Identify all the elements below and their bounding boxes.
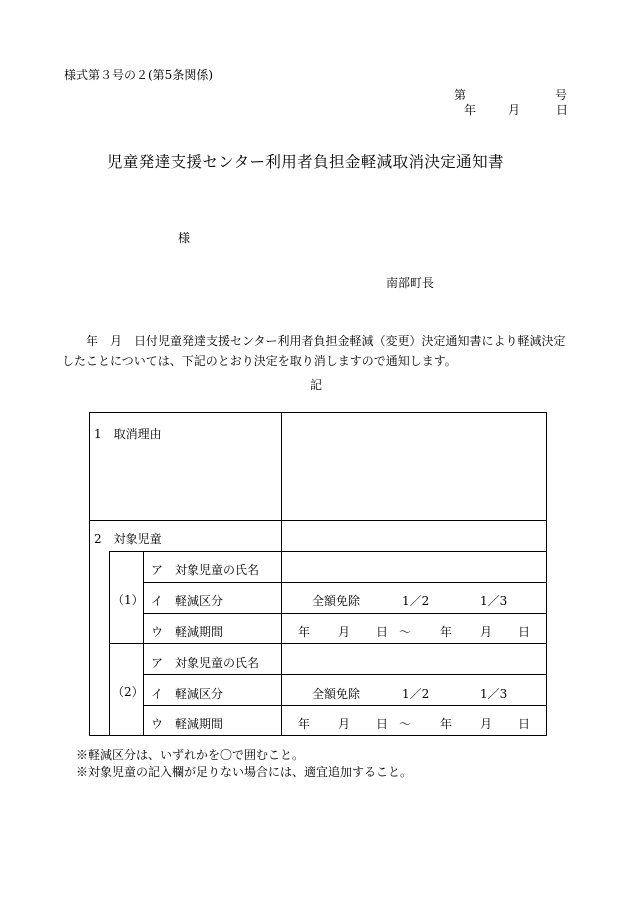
period-end-year: 年 bbox=[440, 625, 453, 639]
table-border-right bbox=[546, 412, 547, 736]
body-paragraph bbox=[62, 331, 572, 371]
reduction-category-label: イ 軽減区分 bbox=[151, 594, 224, 608]
table-rule bbox=[109, 551, 110, 736]
table-border-bottom bbox=[89, 735, 546, 736]
child-index: （1） bbox=[112, 593, 144, 607]
table-border-left bbox=[89, 412, 90, 736]
table-rule bbox=[143, 674, 546, 675]
option-half[interactable]: 1／2 bbox=[402, 687, 430, 701]
reduction-period-label: ウ 軽減期間 bbox=[151, 717, 224, 731]
date-year: 年 bbox=[464, 103, 477, 117]
target-child-label: 2 対象児童 bbox=[94, 532, 162, 546]
period-start-month: 月 bbox=[338, 717, 351, 731]
document-title: 児童発達支援センター利用者負担金軽減取消決定通知書 bbox=[107, 153, 504, 171]
period-start-day: 日 bbox=[376, 717, 389, 731]
reduction-category-label: イ 軽減区分 bbox=[151, 687, 224, 701]
child-name-label: ア 対象児童の氏名 bbox=[151, 563, 260, 577]
table-rule bbox=[143, 613, 546, 614]
note-add-rows: ※対象児童の記入欄が足りない場合には、適宜追加すること。 bbox=[76, 765, 413, 779]
date-month: 月 bbox=[508, 103, 521, 117]
child-name-field[interactable] bbox=[282, 552, 546, 582]
target-child-field[interactable] bbox=[282, 521, 546, 551]
child-index: （2） bbox=[112, 685, 144, 699]
reduction-period-label: ウ 軽減期間 bbox=[151, 625, 224, 639]
child-name-field[interactable] bbox=[282, 644, 546, 674]
cancellation-reason-field[interactable] bbox=[282, 413, 546, 520]
issuer-name: 南部町長 bbox=[386, 276, 435, 290]
period-start-year: 年 bbox=[298, 625, 311, 639]
period-start-year: 年 bbox=[298, 717, 311, 731]
option-full-exemption[interactable]: 全額免除 bbox=[312, 687, 361, 701]
number-suffix: 号 bbox=[555, 88, 568, 102]
child-name-label: ア 対象児童の氏名 bbox=[151, 656, 260, 670]
body-month: 月 bbox=[110, 334, 123, 348]
period-tilde: ～ bbox=[399, 625, 412, 639]
period-end-day: 日 bbox=[518, 717, 531, 731]
period-start-month: 月 bbox=[338, 625, 351, 639]
form-number: 様式第３号の２(第5条関係) bbox=[64, 68, 213, 82]
number-prefix: 第 bbox=[454, 88, 467, 102]
ki-label: 記 bbox=[310, 378, 323, 392]
option-half[interactable]: 1／2 bbox=[402, 594, 430, 608]
body-year: 年 bbox=[86, 334, 99, 348]
cancellation-reason-label: 1 取消理由 bbox=[94, 427, 162, 441]
period-end-month: 月 bbox=[480, 625, 493, 639]
table-rule bbox=[143, 582, 546, 583]
note-circle-category: ※軽減区分は、いずれかを〇で囲むこと。 bbox=[76, 748, 305, 762]
period-end-year: 年 bbox=[440, 717, 453, 731]
period-end-day: 日 bbox=[518, 625, 531, 639]
body-text: 日付児童発達支援センター利用者負担金軽減（変更）決定通知書により軽減決定したことについては、下記のとおり決定を取り消しますので通知します。 bbox=[62, 334, 566, 368]
period-tilde: ～ bbox=[399, 717, 412, 731]
table-rule bbox=[143, 551, 144, 736]
option-third[interactable]: 1／3 bbox=[480, 594, 508, 608]
table-rule bbox=[143, 705, 546, 706]
period-start-day: 日 bbox=[376, 625, 389, 639]
option-third[interactable]: 1／3 bbox=[480, 687, 508, 701]
addressee-suffix: 様 bbox=[178, 231, 191, 245]
date-day: 日 bbox=[556, 103, 569, 117]
period-end-month: 月 bbox=[480, 717, 493, 731]
option-full-exemption[interactable]: 全額免除 bbox=[312, 594, 361, 608]
